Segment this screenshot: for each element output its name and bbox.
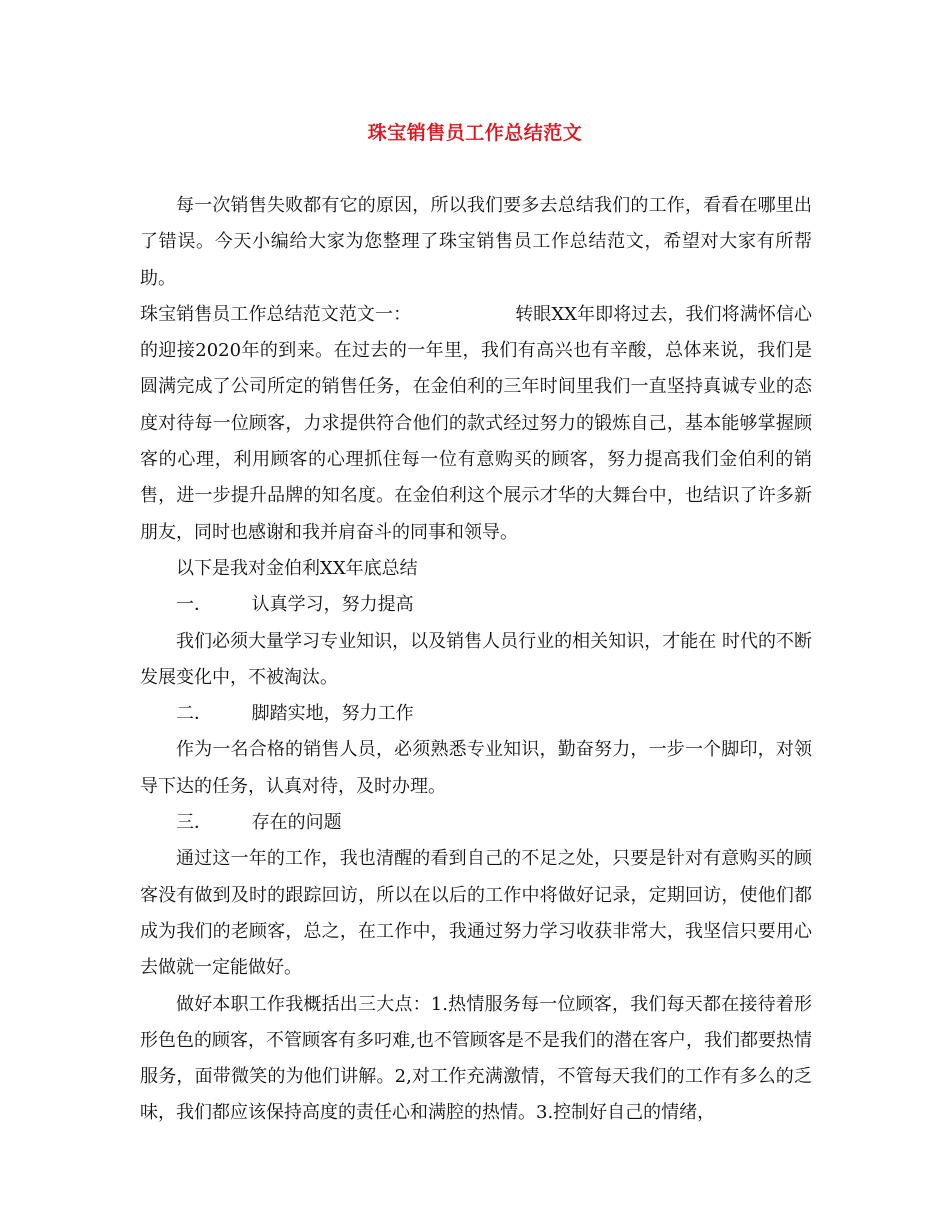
summary-intro: 以下是我对金伯利XX年底总结 xyxy=(176,557,418,579)
document-title: 珠宝销售员工作总结范文 xyxy=(367,122,583,144)
item-number: 二． xyxy=(176,703,212,725)
item-heading-text: 存在的问题 xyxy=(251,812,342,834)
item-heading xyxy=(140,587,812,623)
intro-paragraph: 每一次销售失败都有它的原因，所以我们要多去总结我们的工作，看看在哪里出了错误。今天小编给大家为您整理了珠宝销售员工作总结范文，希望对大家有所帮助。 xyxy=(140,195,812,289)
item-heading-text: 认真学习，努力提高 xyxy=(251,594,414,616)
item-number: 三． xyxy=(176,812,212,834)
item-heading-text: 脚踏实地，努力工作 xyxy=(251,703,414,725)
item-heading xyxy=(140,805,812,841)
item-paragraph: 通过这一年的工作，我也清醒的看到自己的不足之处，只要是针对有意购买的顾客没有做到及时的跟踪回访，所以在以后的工作中将做好记录，定期回访，使他们都成为我们的老顾客，总之，在工作中，我通过努力学习收获非常大，我坚信只要用心去做就一定能做好。 xyxy=(140,848,812,979)
section-label: 珠宝销售员工作总结范文范文一： xyxy=(140,303,412,325)
section-paragraph xyxy=(140,297,812,551)
item-number: 一． xyxy=(176,594,212,616)
closing-paragraph: 做好本职工作我概括出三大点：1.热情服务每一位顾客，我们每天都在接待着形形色色的顾客，不管顾客有多叼难,也不管顾客是不是我们的潜在客户，我们都要热情服务，面带微笑的为他们讲解。2,对工作充满激情，不管每天我们的工作有多么的乏味，我们都应该保持高度的责任心和满腔的热情。3.控制好自己的情绪， xyxy=(140,993,812,1124)
section-text: 转眼XX年即将过去，我们将满怀信心的迎接2020年的到来。在过去的一年里，我们有高兴也有辛酸，总体来说，我们是圆满完成了公司所定的销售任务，在金伯利的三年时间里我们一直坚持真诚专业的态度对待每一位顾客，力求提供符合他们的款式经过努力的锻炼自己，基本能够掌握顾客的心理，利用顾客的心理抓住每一位有意购买的顾客，努力提高我们金伯利的销售，进一步提升品牌的知名度。在金伯利这个展示才华的大舞台中，也结识了许多新朋友，同时也感谢和我并肩奋斗的同事和领导。 xyxy=(140,303,812,543)
document-body xyxy=(140,188,812,1132)
item-paragraph: 作为一名合格的销售人员，必须熟悉专业知识，勤奋努力，一步一个脚印，对领导下达的任务，认真对待，及时办理。 xyxy=(140,739,812,797)
item-heading xyxy=(140,696,812,732)
item-paragraph: 我们必须大量学习专业知识，以及销售人员行业的相关知识，才能在 时代的不断发展变化中，不被淘汰。 xyxy=(140,630,812,688)
